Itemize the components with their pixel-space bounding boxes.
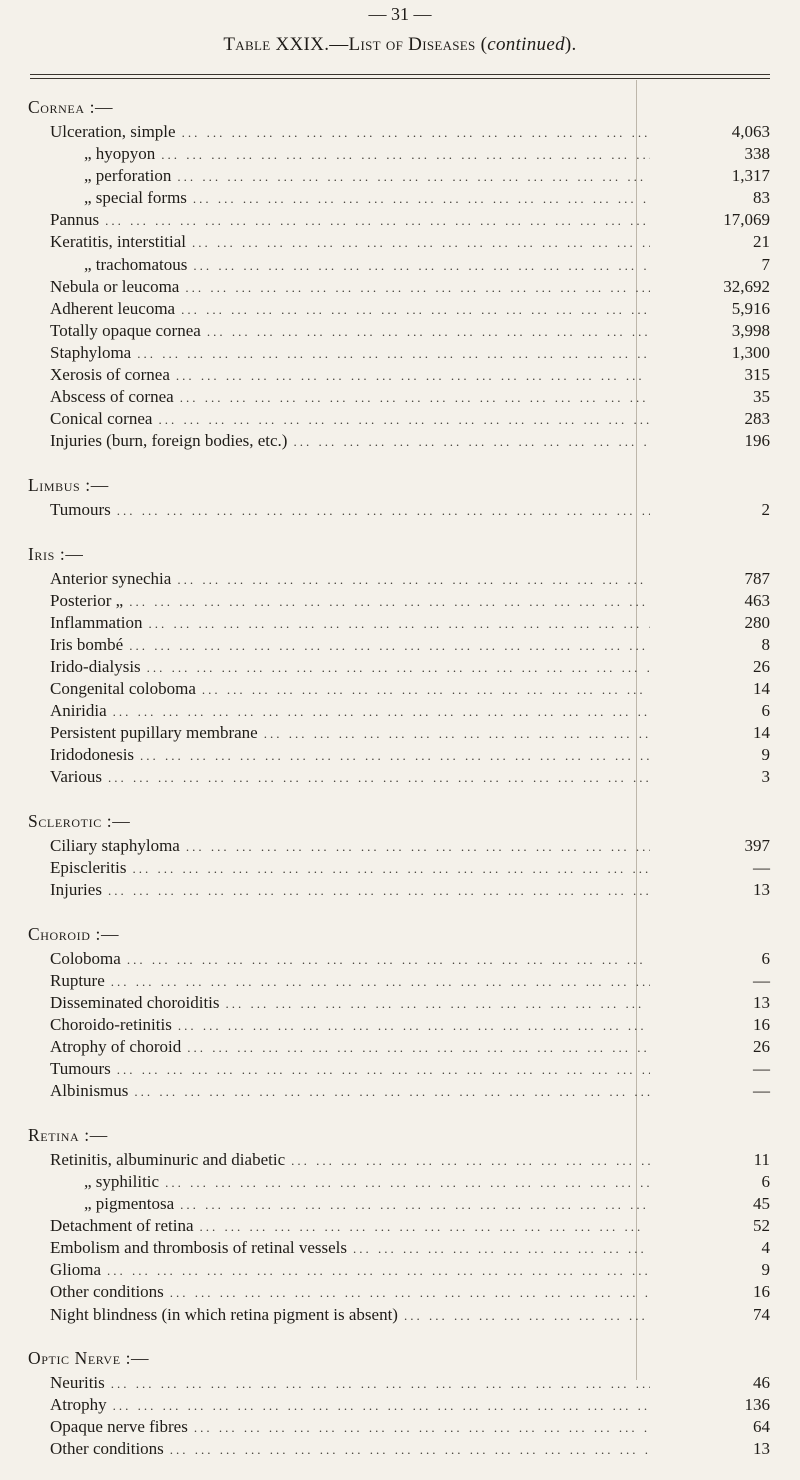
- dot-leader: [180, 1194, 650, 1216]
- table-row: [28, 1372, 770, 1394]
- dot-leader: [170, 1282, 650, 1304]
- disease-label: Keratitis, interstitial: [50, 232, 186, 252]
- section: [28, 541, 770, 789]
- disease-label: „ pigmentosa: [84, 1194, 175, 1214]
- disease-label: Disseminated choroiditis: [50, 992, 220, 1012]
- table-row: [28, 364, 770, 386]
- section-heading: Choroid :—: [28, 923, 120, 944]
- disease-label: Episcleritis: [50, 858, 127, 878]
- disease-label: Atrophy: [50, 1395, 107, 1415]
- section: [28, 94, 770, 452]
- table-row: [28, 121, 770, 143]
- disease-label: Choroido-retinitis: [50, 1015, 172, 1034]
- disease-label: Rupture: [50, 970, 105, 990]
- section: [28, 921, 770, 1103]
- dot-leader: [202, 679, 650, 701]
- table-row: [28, 766, 770, 788]
- dot-leader: [182, 122, 650, 144]
- disease-label: Conical cornea: [50, 409, 153, 429]
- section: [28, 1122, 770, 1326]
- disease-label: Glioma: [50, 1260, 101, 1280]
- dot-leader: [108, 880, 650, 902]
- case-count: 2: [761, 499, 770, 519]
- dot-leader: [140, 745, 650, 767]
- table-row: [28, 656, 770, 678]
- section: [28, 1345, 770, 1460]
- case-count: 74: [753, 1304, 770, 1324]
- dot-leader: [117, 500, 650, 522]
- dot-leader: [178, 1015, 650, 1037]
- dot-leader: [226, 993, 650, 1015]
- disease-label: Night blindness (in which retina pigment is absent): [50, 1304, 398, 1324]
- case-count: 136: [744, 1395, 770, 1415]
- table-row: [28, 1237, 770, 1259]
- dot-leader: [176, 365, 650, 387]
- disease-label: Tumours: [50, 499, 111, 519]
- case-count: 397: [744, 835, 770, 855]
- table-row: [28, 857, 770, 879]
- disease-label: Persistent pupillary membrane: [50, 723, 258, 743]
- case-count: 6: [761, 948, 770, 968]
- table-title-continued: continued: [487, 34, 565, 55]
- disease-label: Detachment of retina: [50, 1216, 194, 1236]
- table-row: [28, 298, 770, 320]
- disease-label: Coloboma: [50, 948, 121, 968]
- dot-leader: [264, 723, 650, 745]
- disease-label: Tumours: [50, 1059, 111, 1079]
- table-row: [28, 1394, 770, 1416]
- case-count: 9: [761, 1260, 770, 1280]
- disease-label: Adherent leucoma: [50, 298, 176, 318]
- disease-label: Neuritis: [50, 1373, 105, 1393]
- disease-label: Other conditions: [50, 1282, 164, 1302]
- disease-label: Xerosis of cornea: [50, 365, 170, 385]
- case-count: 13: [753, 880, 770, 900]
- case-count: 338: [744, 144, 770, 164]
- table-row: [28, 590, 770, 612]
- dot-leader: [177, 569, 650, 591]
- section: [28, 472, 770, 521]
- dot-leader: [137, 343, 650, 365]
- table-row: [28, 1149, 770, 1171]
- table-row: [28, 678, 770, 700]
- disease-label: Ulceration, simple: [50, 122, 176, 141]
- disease-label: „ hyopyon: [84, 144, 156, 164]
- table-row: [28, 1416, 770, 1438]
- disease-label: Inflammation: [50, 612, 143, 632]
- disease-label: Opaque nerve fibres: [50, 1417, 188, 1437]
- case-count: —: [753, 970, 770, 990]
- dot-leader: [129, 591, 650, 613]
- case-count: 463: [744, 590, 770, 610]
- case-count: 32,692: [723, 276, 770, 296]
- disease-label: Iridodonesis: [50, 745, 135, 765]
- case-count: 16: [753, 1015, 770, 1034]
- dot-leader: [207, 321, 650, 343]
- case-count: 16: [753, 1282, 770, 1302]
- dot-leader: [113, 701, 650, 723]
- case-count: 6: [761, 1171, 770, 1191]
- disease-label: Irido-dialysis: [50, 656, 141, 676]
- table-row: [28, 744, 770, 766]
- table-row: [28, 1036, 770, 1058]
- page-number: — 31 —: [368, 4, 432, 24]
- disease-label: Aniridia: [50, 701, 107, 721]
- disease-label: „ trachomatous: [84, 254, 188, 274]
- table-row: [28, 276, 770, 298]
- disease-label: Pannus: [50, 210, 100, 230]
- case-count: 13: [753, 1439, 770, 1459]
- dot-leader: [129, 635, 650, 657]
- disease-label: Atrophy of choroid: [50, 1037, 182, 1057]
- table-row: [28, 1193, 770, 1215]
- case-count: 280: [744, 612, 770, 632]
- table-row: [28, 835, 770, 857]
- disease-label: Other conditions: [50, 1439, 164, 1459]
- disease-label: „ syphilitic: [84, 1171, 160, 1191]
- table-row: [28, 165, 770, 187]
- table-row: [28, 1014, 770, 1036]
- dot-leader: [113, 1395, 650, 1417]
- table-row: [28, 948, 770, 970]
- case-count: 1,300: [731, 342, 770, 362]
- section-heading: Retina :—: [28, 1124, 108, 1145]
- case-count: 17,069: [723, 210, 770, 230]
- table-row: [28, 1259, 770, 1281]
- case-count: 4,063: [731, 122, 770, 141]
- case-count: 5,916: [731, 298, 770, 318]
- case-count: 4: [761, 1238, 770, 1258]
- case-count: 14: [753, 678, 770, 698]
- table-row: [28, 1171, 770, 1193]
- case-count: 45: [753, 1194, 770, 1214]
- table-row: [28, 700, 770, 722]
- case-count: 1,317: [731, 166, 770, 186]
- table-row: [28, 143, 770, 165]
- case-count: 11: [753, 1149, 770, 1169]
- table-row: [28, 879, 770, 901]
- table-row: [28, 408, 770, 430]
- section-heading: Optic Nerve :—: [28, 1348, 150, 1369]
- case-count: 3: [761, 767, 770, 787]
- dot-leader: [111, 971, 650, 993]
- table-title-main: Table XXIX.—List of Diseases: [223, 34, 476, 55]
- dot-leader: [111, 1373, 650, 1395]
- case-count: 787: [744, 568, 770, 588]
- dot-leader: [291, 1150, 650, 1172]
- case-count: —: [753, 858, 770, 878]
- case-count: —: [753, 1059, 770, 1079]
- disease-label: Iris bombé: [50, 634, 124, 654]
- dot-leader: [186, 836, 650, 858]
- table-row: [28, 992, 770, 1014]
- table-row: [28, 1281, 770, 1303]
- table-row: [28, 1080, 770, 1102]
- case-count: 6: [761, 701, 770, 721]
- table-row: [28, 499, 770, 521]
- dot-leader: [180, 387, 650, 409]
- table-row: [28, 1058, 770, 1080]
- case-count: 196: [744, 431, 770, 451]
- section-heading: Iris :—: [28, 543, 84, 564]
- case-count: 26: [753, 1037, 770, 1057]
- table-row: [28, 320, 770, 342]
- dot-leader: [132, 858, 650, 880]
- table-row: [28, 342, 770, 364]
- header-rule-top: [30, 74, 770, 75]
- disease-label: Totally opaque cornea: [50, 320, 201, 340]
- dot-leader: [134, 1081, 650, 1103]
- disease-label: Injuries (burn, foreign bodies, etc.): [50, 431, 288, 451]
- dot-leader: [165, 1172, 650, 1194]
- case-count: 14: [753, 723, 770, 743]
- table-row: [28, 209, 770, 231]
- case-count: 8: [761, 634, 770, 654]
- table-row: [28, 970, 770, 992]
- case-count: 7: [761, 254, 770, 274]
- header-rule-bottom: [30, 78, 770, 79]
- case-count: 52: [753, 1216, 770, 1236]
- disease-label: „ perforation: [84, 166, 172, 186]
- dot-leader: [194, 1417, 650, 1439]
- dot-leader: [158, 409, 650, 431]
- table-row: [28, 1304, 770, 1326]
- dot-leader: [193, 188, 650, 210]
- table-row: [28, 722, 770, 744]
- disease-label: Retinitis, albuminuric and diabetic: [50, 1149, 286, 1169]
- section-heading: Sclerotic :—: [28, 810, 131, 831]
- section-heading: Limbus :—: [28, 474, 109, 495]
- disease-label: Embolism and thrombosis of retinal vessels: [50, 1238, 347, 1258]
- dot-leader: [181, 299, 650, 321]
- case-count: 3,998: [731, 320, 770, 340]
- disease-label: Nebula or leucoma: [50, 276, 180, 296]
- disease-label: „ special forms: [84, 188, 187, 208]
- dot-leader: [170, 1439, 650, 1461]
- table-row: [28, 634, 770, 656]
- disease-label: Injuries: [50, 880, 102, 900]
- table-row: [28, 430, 770, 452]
- disease-label: Various: [50, 767, 102, 787]
- dot-leader: [177, 166, 650, 188]
- dot-leader: [161, 144, 650, 166]
- case-count: 315: [744, 365, 770, 385]
- disease-label: Staphyloma: [50, 342, 132, 362]
- table-row: [28, 1215, 770, 1237]
- dot-leader: [200, 1216, 651, 1238]
- dot-leader: [127, 949, 650, 971]
- dot-leader: [353, 1238, 650, 1260]
- dot-leader: [185, 277, 650, 299]
- dot-leader: [117, 1059, 650, 1081]
- dot-leader: [147, 657, 650, 679]
- case-count: 46: [753, 1373, 770, 1393]
- dot-leader: [187, 1037, 650, 1059]
- disease-label: Abscess of cornea: [50, 387, 174, 407]
- dot-leader: [108, 767, 650, 789]
- case-count: 35: [753, 387, 770, 407]
- dot-leader: [404, 1305, 650, 1327]
- dot-leader: [149, 613, 650, 635]
- dot-leader: [293, 431, 650, 453]
- case-count: 13: [753, 992, 770, 1012]
- table-title: Table XXIX.—List of Diseases (continued).: [223, 34, 577, 55]
- dot-leader: [193, 255, 650, 277]
- disease-label: Congenital coloboma: [50, 678, 196, 698]
- section-heading: Cornea :—: [28, 97, 114, 117]
- table-row: [28, 1438, 770, 1460]
- disease-label: Albinismus: [50, 1081, 129, 1101]
- dot-leader: [107, 1260, 650, 1282]
- disease-label: Anterior synechia: [50, 568, 172, 588]
- dot-leader: [105, 210, 650, 232]
- table-row: [28, 231, 770, 253]
- case-count: —: [753, 1081, 770, 1101]
- case-count: 64: [753, 1417, 770, 1437]
- case-count: 21: [753, 232, 770, 252]
- table-row: [28, 568, 770, 590]
- case-count: 26: [753, 656, 770, 676]
- disease-label: Posterior „: [50, 590, 124, 610]
- case-count: 83: [753, 188, 770, 208]
- case-count: 9: [761, 745, 770, 765]
- dot-leader: [192, 232, 650, 254]
- section: [28, 808, 770, 901]
- disease-label: Ciliary staphyloma: [50, 835, 180, 855]
- table-row: [28, 612, 770, 634]
- table-row: [28, 386, 770, 408]
- disease-table: [28, 94, 770, 1480]
- table-row: [28, 187, 770, 209]
- table-row: [28, 254, 770, 276]
- case-count: 283: [744, 409, 770, 429]
